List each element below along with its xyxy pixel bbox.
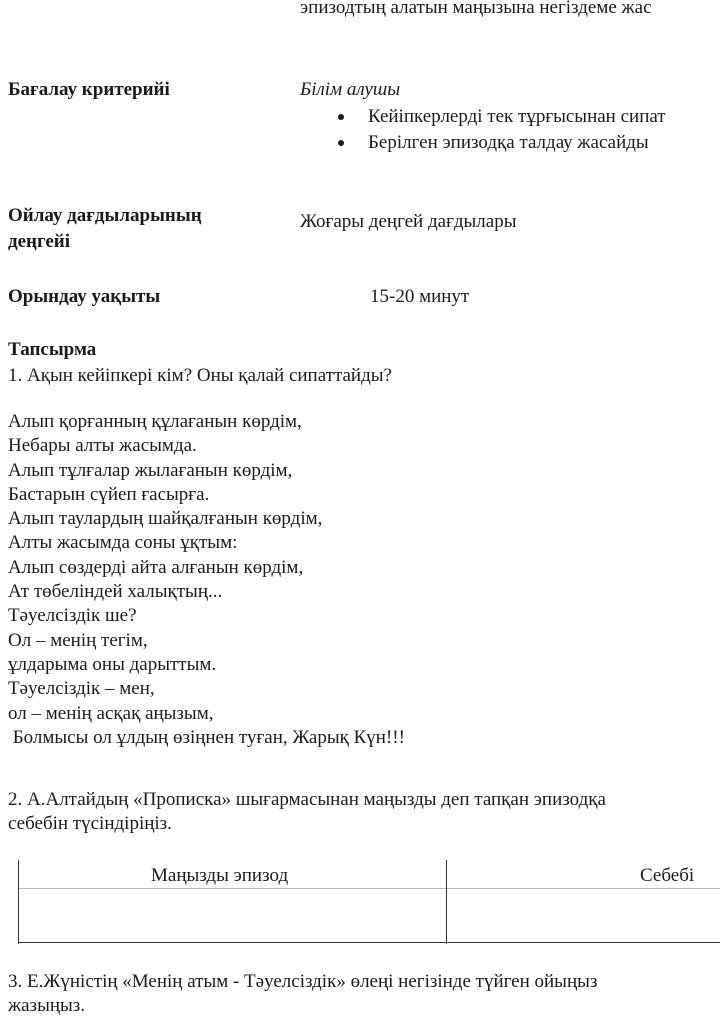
criteria-intro: Білім алушы bbox=[300, 79, 401, 100]
table-row-divider bbox=[18, 888, 720, 889]
thinking-label-line2: деңгейі bbox=[8, 231, 71, 252]
question-3-line1: 3. Е.Жүністің «Менің атым - Тәуелсіздік» өлеңі негізінде түйген ойыңыз bbox=[8, 971, 598, 992]
table-border-middle bbox=[446, 860, 447, 944]
poem-line: Алып қорғанның құлағанын көрдім, bbox=[8, 411, 302, 432]
question-1: 1. Ақын кейіпкері кім? Оны қалай сипаттайды? bbox=[8, 365, 392, 386]
time-value: 15-20 минут bbox=[370, 286, 470, 307]
table-border-bottom bbox=[18, 942, 720, 943]
poem bbox=[8, 410, 405, 750]
question-2-line2: себебін түсіндіріңіз. bbox=[8, 813, 172, 834]
poem-line: Небары алты жасымда. bbox=[8, 435, 197, 457]
poem-line: Тәуелсіздік ше? bbox=[8, 605, 137, 627]
thinking-value: Жоғары деңгей дағдылары bbox=[300, 211, 517, 232]
poem-line: Ол – менің тегім, bbox=[8, 629, 148, 651]
top-fragment-text: эпизодтың алатын маңызына негіздеме жас bbox=[300, 0, 652, 18]
poem-line: ол – менің асқақ аңызым, bbox=[8, 702, 214, 724]
question-3-line2: жазыңыз. bbox=[8, 995, 86, 1016]
poem-line: Алып таулардың шайқалғанын көрдім, bbox=[8, 508, 323, 530]
episode-table bbox=[18, 860, 720, 944]
time-label: Орындау уақыты bbox=[8, 286, 161, 307]
table-header-episode: Маңызды эпизод bbox=[151, 865, 289, 886]
task-heading: Тапсырма bbox=[8, 339, 97, 360]
table-border-left bbox=[18, 860, 19, 944]
poem-line: ұлдарыма оны дарыттым. bbox=[8, 653, 217, 675]
criteria-bullet-1: Кейіпкерлерді тек тұрғысынан сипат bbox=[368, 106, 666, 127]
criteria-bullet-2: Берілген эпизодқа талдау жасайды bbox=[368, 132, 649, 153]
poem-line: Алып сөздерді айта алғанын көрдім, bbox=[8, 556, 304, 578]
poem-line: Болмысы ол ұлдың өзіңнен туған, Жарық Күн!!! bbox=[8, 726, 405, 748]
bullet-icon bbox=[338, 114, 344, 120]
criteria-label: Бағалау критерийі bbox=[8, 79, 170, 100]
poem-line: Тәуелсіздік – мен, bbox=[8, 678, 155, 700]
poem-line: Бастарын сүйеп ғасырға. bbox=[8, 483, 210, 505]
table-header-reason: Себебі bbox=[640, 865, 695, 886]
question-2-line1: 2. А.Алтайдың «Прописка» шығармасынан маңызды деп тапқан эпизодқа bbox=[8, 789, 606, 810]
poem-line: Алып тұлғалар жылағанын көрдім, bbox=[8, 459, 293, 481]
poem-line: Ат төбеліндей халықтың... bbox=[8, 581, 223, 603]
bullet-icon bbox=[338, 140, 344, 146]
poem-line: Алты жасымда соны ұқтым: bbox=[8, 532, 238, 554]
thinking-label-line1: Ойлау дағдыларының bbox=[8, 205, 202, 226]
